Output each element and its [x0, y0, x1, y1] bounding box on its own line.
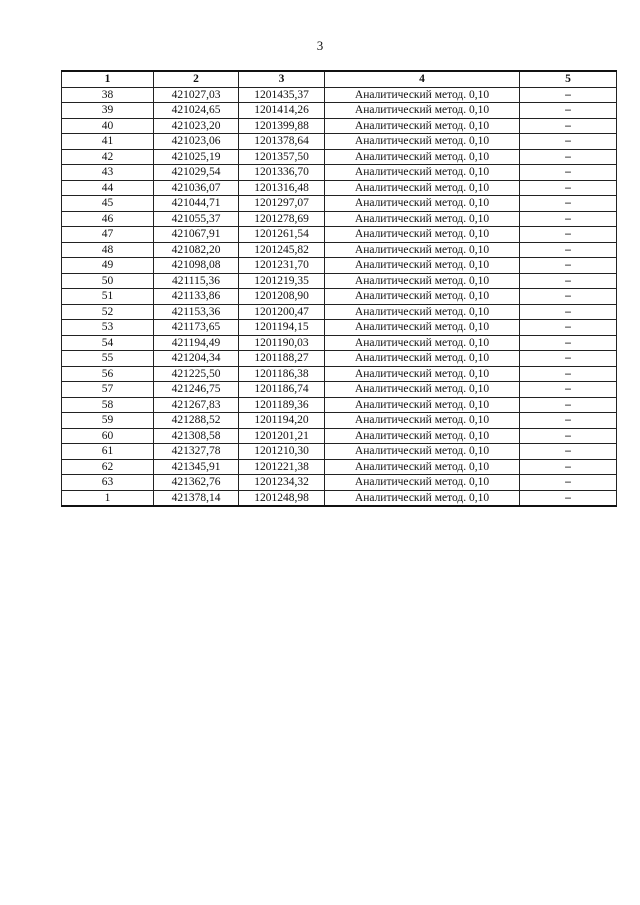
- note-cell: –: [520, 118, 617, 134]
- y-coordinate-cell: 1201316,48: [239, 180, 325, 196]
- point-number-cell: 50: [62, 273, 154, 289]
- point-number-cell: 53: [62, 320, 154, 336]
- point-number-cell: 59: [62, 413, 154, 429]
- point-number-cell: 61: [62, 444, 154, 460]
- method-cell: Аналитический метод. 0,10: [325, 227, 520, 243]
- table-row: [62, 413, 617, 429]
- x-coordinate-cell: 421378,14: [154, 490, 239, 506]
- note-cell: –: [520, 320, 617, 336]
- table-row: [62, 258, 617, 274]
- table-row: [62, 289, 617, 305]
- note-cell: –: [520, 444, 617, 460]
- note-cell: –: [520, 227, 617, 243]
- note-cell: –: [520, 273, 617, 289]
- x-coordinate-cell: 421115,36: [154, 273, 239, 289]
- point-number-cell: 1: [62, 490, 154, 506]
- note-cell: –: [520, 413, 617, 429]
- table-header: [62, 71, 617, 87]
- table-row: [62, 428, 617, 444]
- y-coordinate-cell: 1201234,32: [239, 475, 325, 491]
- method-cell: Аналитический метод. 0,10: [325, 366, 520, 382]
- note-cell: –: [520, 258, 617, 274]
- header-col-3: 3: [239, 71, 325, 87]
- table-row: [62, 87, 617, 103]
- point-number-cell: 42: [62, 149, 154, 165]
- x-coordinate-cell: 421327,78: [154, 444, 239, 460]
- x-coordinate-cell: 421044,71: [154, 196, 239, 212]
- note-cell: –: [520, 242, 617, 258]
- y-coordinate-cell: 1201248,98: [239, 490, 325, 506]
- method-cell: Аналитический метод. 0,10: [325, 180, 520, 196]
- header-col-2: 2: [154, 71, 239, 87]
- y-coordinate-cell: 1201186,38: [239, 366, 325, 382]
- method-cell: Аналитический метод. 0,10: [325, 118, 520, 134]
- note-cell: –: [520, 366, 617, 382]
- method-cell: Аналитический метод. 0,10: [325, 444, 520, 460]
- point-number-cell: 46: [62, 211, 154, 227]
- note-cell: –: [520, 149, 617, 165]
- method-cell: Аналитический метод. 0,10: [325, 289, 520, 305]
- y-coordinate-cell: 1201357,50: [239, 149, 325, 165]
- coordinates-table: [61, 70, 617, 507]
- method-cell: Аналитический метод. 0,10: [325, 134, 520, 150]
- x-coordinate-cell: 421055,37: [154, 211, 239, 227]
- method-cell: Аналитический метод. 0,10: [325, 196, 520, 212]
- point-number-cell: 60: [62, 428, 154, 444]
- x-coordinate-cell: 421025,19: [154, 149, 239, 165]
- y-coordinate-cell: 1201189,36: [239, 397, 325, 413]
- table-row: [62, 211, 617, 227]
- x-coordinate-cell: 421153,36: [154, 304, 239, 320]
- note-cell: –: [520, 289, 617, 305]
- note-cell: –: [520, 490, 617, 506]
- page-number: 3: [316, 38, 324, 53]
- table-row: [62, 444, 617, 460]
- y-coordinate-cell: 1201208,90: [239, 289, 325, 305]
- method-cell: Аналитический метод. 0,10: [325, 335, 520, 351]
- note-cell: –: [520, 196, 617, 212]
- method-cell: Аналитический метод. 0,10: [325, 459, 520, 475]
- x-coordinate-cell: 421288,52: [154, 413, 239, 429]
- header-col-4: 4: [325, 71, 520, 87]
- point-number-cell: 54: [62, 335, 154, 351]
- table-row: [62, 335, 617, 351]
- header-col-1: 1: [62, 71, 154, 87]
- x-coordinate-cell: 421023,20: [154, 118, 239, 134]
- table-row: [62, 382, 617, 398]
- note-cell: –: [520, 87, 617, 103]
- header-row: [62, 71, 617, 87]
- point-number-cell: 56: [62, 366, 154, 382]
- x-coordinate-cell: 421308,58: [154, 428, 239, 444]
- y-coordinate-cell: 1201435,37: [239, 87, 325, 103]
- x-coordinate-cell: 421082,20: [154, 242, 239, 258]
- table-row: [62, 149, 617, 165]
- note-cell: –: [520, 459, 617, 475]
- method-cell: Аналитический метод. 0,10: [325, 475, 520, 491]
- method-cell: Аналитический метод. 0,10: [325, 351, 520, 367]
- x-coordinate-cell: 421225,50: [154, 366, 239, 382]
- point-number-cell: 47: [62, 227, 154, 243]
- x-coordinate-cell: 421362,76: [154, 475, 239, 491]
- point-number-cell: 43: [62, 165, 154, 181]
- y-coordinate-cell: 1201194,20: [239, 413, 325, 429]
- x-coordinate-cell: 421024,65: [154, 103, 239, 119]
- table-row: [62, 103, 617, 119]
- point-number-cell: 41: [62, 134, 154, 150]
- header-col-5: 5: [520, 71, 617, 87]
- y-coordinate-cell: 1201297,07: [239, 196, 325, 212]
- table-row: [62, 196, 617, 212]
- x-coordinate-cell: 421246,75: [154, 382, 239, 398]
- table-row: [62, 134, 617, 150]
- x-coordinate-cell: 421027,03: [154, 87, 239, 103]
- note-cell: –: [520, 134, 617, 150]
- point-number-cell: 38: [62, 87, 154, 103]
- note-cell: –: [520, 475, 617, 491]
- y-coordinate-cell: 1201378,64: [239, 134, 325, 150]
- y-coordinate-cell: 1201221,38: [239, 459, 325, 475]
- point-number-cell: 57: [62, 382, 154, 398]
- table-row: [62, 320, 617, 336]
- point-number-cell: 55: [62, 351, 154, 367]
- x-coordinate-cell: 421067,91: [154, 227, 239, 243]
- x-coordinate-cell: 421173,65: [154, 320, 239, 336]
- x-coordinate-cell: 421345,91: [154, 459, 239, 475]
- y-coordinate-cell: 1201278,69: [239, 211, 325, 227]
- x-coordinate-cell: 421023,06: [154, 134, 239, 150]
- y-coordinate-cell: 1201219,35: [239, 273, 325, 289]
- y-coordinate-cell: 1201200,47: [239, 304, 325, 320]
- method-cell: Аналитический метод. 0,10: [325, 382, 520, 398]
- note-cell: –: [520, 211, 617, 227]
- method-cell: Аналитический метод. 0,10: [325, 149, 520, 165]
- method-cell: Аналитический метод. 0,10: [325, 273, 520, 289]
- y-coordinate-cell: 1201245,82: [239, 242, 325, 258]
- point-number-cell: 40: [62, 118, 154, 134]
- y-coordinate-cell: 1201336,70: [239, 165, 325, 181]
- method-cell: Аналитический метод. 0,10: [325, 304, 520, 320]
- table-row: [62, 273, 617, 289]
- method-cell: Аналитический метод. 0,10: [325, 165, 520, 181]
- method-cell: Аналитический метод. 0,10: [325, 490, 520, 506]
- table-row: [62, 304, 617, 320]
- table-row: [62, 475, 617, 491]
- y-coordinate-cell: 1201231,70: [239, 258, 325, 274]
- point-number-cell: 44: [62, 180, 154, 196]
- y-coordinate-cell: 1201414,26: [239, 103, 325, 119]
- note-cell: –: [520, 165, 617, 181]
- y-coordinate-cell: 1201190,03: [239, 335, 325, 351]
- table-row: [62, 366, 617, 382]
- x-coordinate-cell: 421194,49: [154, 335, 239, 351]
- point-number-cell: 52: [62, 304, 154, 320]
- x-coordinate-cell: 421267,83: [154, 397, 239, 413]
- note-cell: –: [520, 180, 617, 196]
- table-row: [62, 490, 617, 506]
- x-coordinate-cell: 421204,34: [154, 351, 239, 367]
- method-cell: Аналитический метод. 0,10: [325, 428, 520, 444]
- point-number-cell: 63: [62, 475, 154, 491]
- method-cell: Аналитический метод. 0,10: [325, 258, 520, 274]
- note-cell: –: [520, 428, 617, 444]
- x-coordinate-cell: 421133,86: [154, 289, 239, 305]
- table-row: [62, 242, 617, 258]
- table-row: [62, 227, 617, 243]
- table-row: [62, 351, 617, 367]
- method-cell: Аналитический метод. 0,10: [325, 211, 520, 227]
- point-number-cell: 48: [62, 242, 154, 258]
- method-cell: Аналитический метод. 0,10: [325, 103, 520, 119]
- y-coordinate-cell: 1201261,54: [239, 227, 325, 243]
- point-number-cell: 58: [62, 397, 154, 413]
- point-number-cell: 49: [62, 258, 154, 274]
- y-coordinate-cell: 1201186,74: [239, 382, 325, 398]
- point-number-cell: 45: [62, 196, 154, 212]
- table-row: [62, 180, 617, 196]
- method-cell: Аналитический метод. 0,10: [325, 242, 520, 258]
- y-coordinate-cell: 1201210,30: [239, 444, 325, 460]
- x-coordinate-cell: 421036,07: [154, 180, 239, 196]
- point-number-cell: 51: [62, 289, 154, 305]
- note-cell: –: [520, 103, 617, 119]
- method-cell: Аналитический метод. 0,10: [325, 397, 520, 413]
- method-cell: Аналитический метод. 0,10: [325, 87, 520, 103]
- method-cell: Аналитический метод. 0,10: [325, 320, 520, 336]
- method-cell: Аналитический метод. 0,10: [325, 413, 520, 429]
- y-coordinate-cell: 1201188,27: [239, 351, 325, 367]
- note-cell: –: [520, 397, 617, 413]
- note-cell: –: [520, 335, 617, 351]
- note-cell: –: [520, 304, 617, 320]
- y-coordinate-cell: 1201194,15: [239, 320, 325, 336]
- x-coordinate-cell: 421029,54: [154, 165, 239, 181]
- x-coordinate-cell: 421098,08: [154, 258, 239, 274]
- table-row: [62, 459, 617, 475]
- note-cell: –: [520, 382, 617, 398]
- table-row: [62, 165, 617, 181]
- point-number-cell: 62: [62, 459, 154, 475]
- note-cell: –: [520, 351, 617, 367]
- y-coordinate-cell: 1201201,21: [239, 428, 325, 444]
- table-row: [62, 397, 617, 413]
- point-number-cell: 39: [62, 103, 154, 119]
- table-row: [62, 118, 617, 134]
- y-coordinate-cell: 1201399,88: [239, 118, 325, 134]
- table-body: [62, 87, 617, 506]
